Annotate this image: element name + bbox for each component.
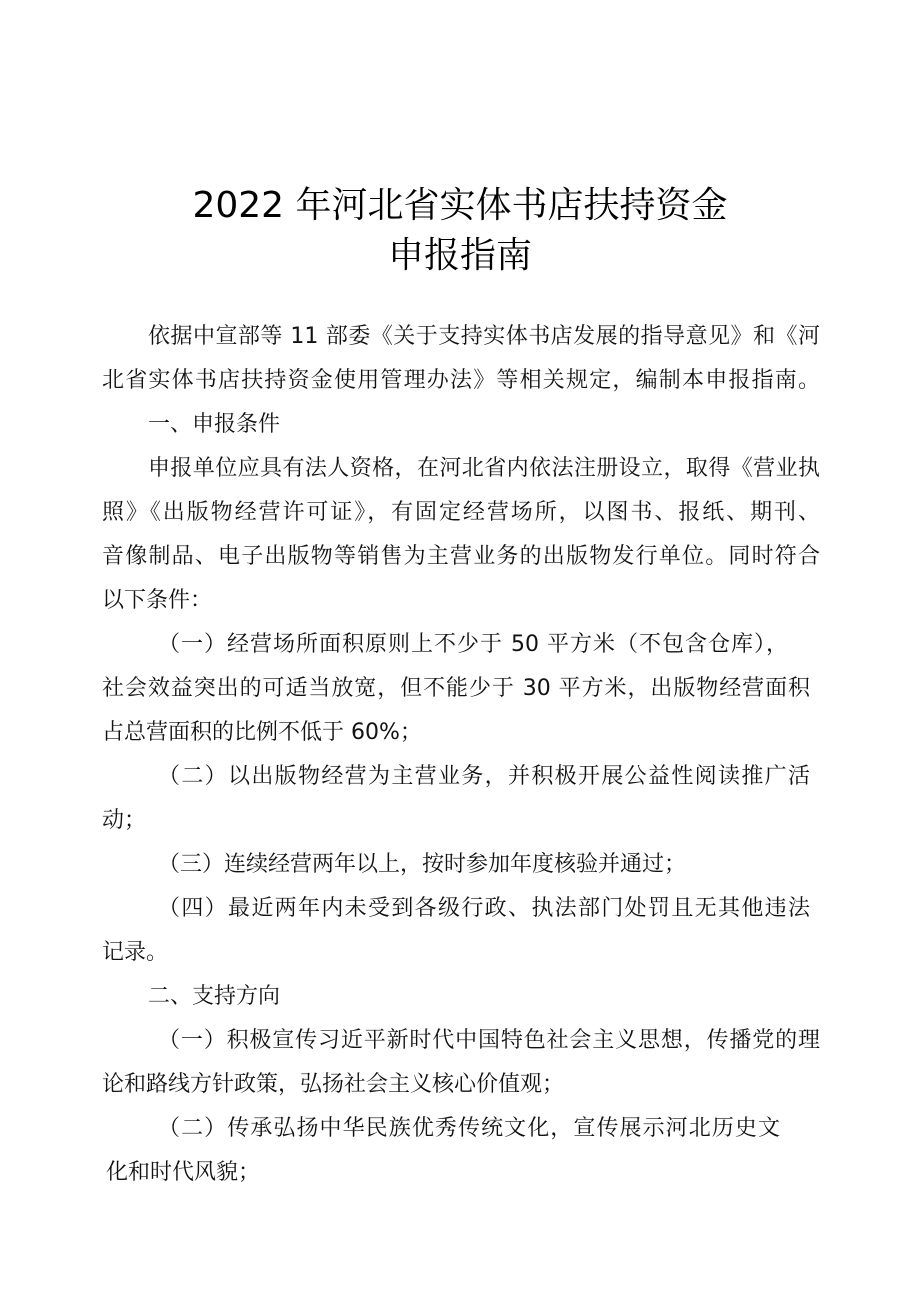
section-1-item-1-line-2: 社会效益突出的可适当放宽，但不能少于 30 平方米，出版物经营面积 — [102, 676, 810, 701]
section-1-para-line-3: 音像制品、电子出版物等销售为主营业务的出版物发行单位。同时符合 — [102, 544, 820, 569]
section-1-item-1-line-1: （一）经营场所面积原则上不少于 50 平方米（不包含仓库）， — [158, 632, 788, 657]
section-1-item-4-line-2: 记录。 — [102, 940, 169, 965]
section-2-item-2-line-1: （二）传承弘扬中华民族优秀传统文化，宣传展示河北历史文 — [158, 1116, 780, 1141]
section-1-item-1-line-3: 占总营面积的比例不低于 60%； — [102, 720, 422, 745]
intro-line-1: 依据中宣部等 11 部委《关于支持实体书店发展的指导意见》和《河 — [148, 324, 820, 349]
section-2-item-1-line-2: 论和路线方针政策，弘扬社会主义核心价值观； — [102, 1072, 565, 1097]
section-1-item-4-line-1: （四）最近两年内未受到各级行政、执法部门处罚且无其他违法 — [158, 896, 810, 921]
document-title-line-1: 2022 年河北省实体书店扶持资金 — [192, 185, 728, 226]
section-2-item-1-line-1: （一）积极宣传习近平新时代中国特色社会主义思想，传播党的理 — [158, 1028, 820, 1053]
section-1-item-2-line-1: （二）以出版物经营为主营业务，并积极开展公益性阅读推广活 — [158, 764, 810, 789]
section-1-item-2-line-2: 动； — [102, 808, 147, 833]
section-1-para-line-1: 申报单位应具有法人资格，在河北省内依法注册设立，取得《营业执 — [148, 456, 820, 481]
document-title-line-2: 申报指南 — [387, 235, 532, 276]
section-1-para-line-2: 照》《出版物经营许可证》，有固定经营场所，以图书、报纸、期刊、 — [102, 500, 820, 525]
section-2-item-2-line-2: 化和时代风貌； — [106, 1160, 261, 1185]
section-1-para-line-4: 以下条件： — [102, 588, 213, 613]
section-1-item-3-line-1: （三）连续经营两年以上，按时参加年度核验并通过； — [158, 852, 687, 877]
section-2-heading: 二、支持方向 — [148, 984, 281, 1009]
intro-line-2: 北省实体书店扶持资金使用管理办法》等相关规定，编制本申报指南。 — [102, 368, 820, 393]
section-1-heading: 一、申报条件 — [148, 412, 281, 437]
